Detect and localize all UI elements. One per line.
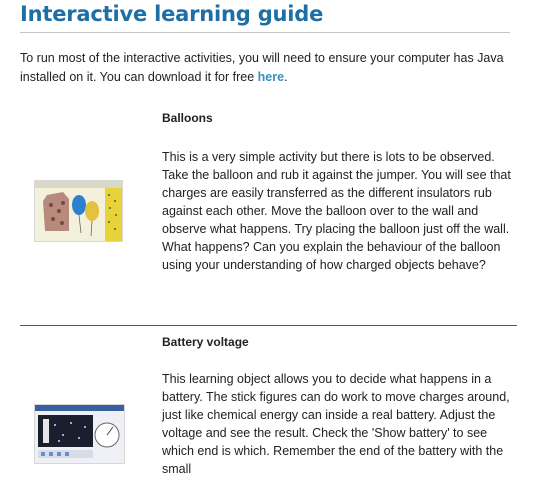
activity-title-battery-voltage: Battery voltage <box>162 335 249 349</box>
section-divider <box>20 325 517 326</box>
intro-text: To run most of the interactive activities, you will need to ensure your computer has Java installed on it. You can download it for free <box>20 51 504 84</box>
title-divider <box>20 32 510 33</box>
intro-paragraph <box>20 49 515 87</box>
battery-voltage-simulation-icon <box>35 405 124 463</box>
activity-description-balloons: This is a very simple activity but there is lots to be observed. Take the balloon and rub it against the jumper. You will see that charges are easily transferred as the different insulators rub against each other. Move the balloon over to the wall and observe what happens. Try placing the balloon just off the wall. What happens? Can you explain the behaviour of the balloon using your understanding of how charged objects behave? <box>162 150 511 272</box>
balloons-thumbnail[interactable] <box>34 180 123 242</box>
balloons-simulation-icon <box>35 181 122 241</box>
battery-voltage-thumbnail[interactable] <box>34 404 125 464</box>
activity-title-balloons: Balloons <box>162 111 213 125</box>
java-download-link[interactable]: here <box>257 70 285 84</box>
intro-end: . <box>284 70 288 84</box>
activity-description-battery-voltage: This learning object allows you to decide what happens in a battery. The stick figures can do work to move charges around, just like chemical energy can inside a real battery. Adjust the voltage and see the result. Check the 'Show battery' to see which end is which. Remember the end of the battery with the small <box>162 372 510 476</box>
page-title: Interactive learning guide <box>20 2 324 26</box>
